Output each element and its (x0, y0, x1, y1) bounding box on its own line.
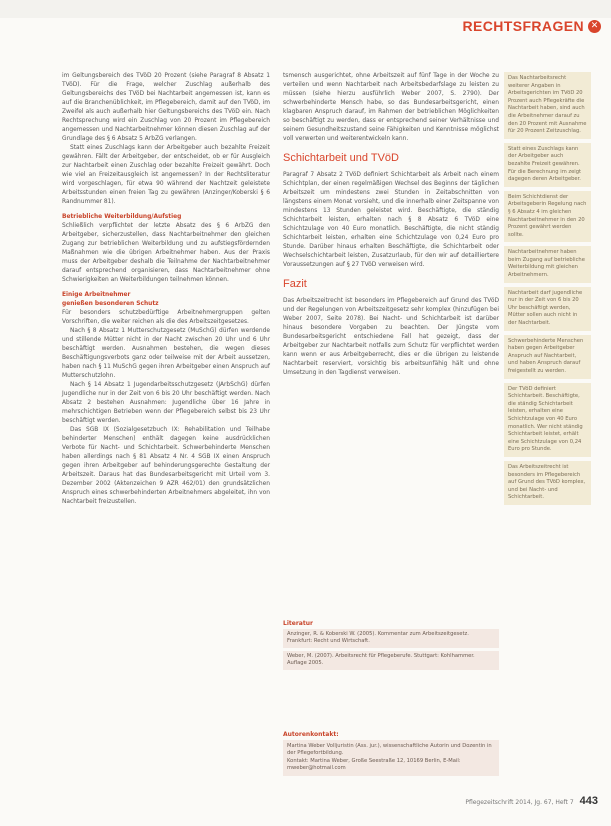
subheading: Einige Arbeitnehmer (62, 292, 131, 298)
column-middle (283, 72, 499, 378)
paragraph: Für besonders schutzbedürftige Arbeitnehmergruppen gelten Vorschriften, die weiter reichen als die des Arbeitszeitgesetzes. (62, 310, 270, 325)
section-heading: Fazit (283, 278, 307, 290)
summary-note: Beim Schichtdienst der Arbeitsgeberin Regelung nach § 6 Absatz 4 im gleichen Nachtarbeitnehmer in den 20 Prozent gewährt werden sollte. (504, 191, 591, 243)
paragraph: Das SGB IX (Sozialgesetzbuch IX: Rehabilitation und Teilhabe behinderter Menschen) enthält dagegen keine ausdrücklichen Verbote für Nacht- und Schichtarbeit. Schwerbehinderte Menschen haben allerdings nach § 81 Absatz 4 Nr. 4 SGB IX einen Anspruch gegen ihren Arbeitgeber auf behinderungsgerechte Gestaltung der Arbeitszeit. Daraus hat das Bundesarbeitsgericht mit Urteil vom 3. Dezember 2002 (Aktenzeichen 9 AZR 462/01) den grundsätzlichen Anspruch eines schwerbehinderten Arbeitnehmers abgeleitet, ihn von Nachtarbeit freizustellen. (62, 427, 270, 505)
section-heading: Schichtarbeit und TVöD (283, 152, 399, 164)
paragraph: Nach § 8 Absatz 1 Mutterschutzgesetz (MuSchG) dürfen werdende und stillende Mütter nicht in der Nacht zwischen 20 Uhr und 6 Uhr beschäftigt werden. Ausnahmen bestehen, die wegen dieses Beschäftigungsverbots ganz oder teilweise mit der Arbeit aussetzen, haben nach § 11 MuSchG gegen ihren Arbeitgeber einen Anspruch auf Mutterschutzlohn. (62, 328, 270, 379)
author-line: Kontakt: Martina Weber, Große Seestraße 12, 10169 Berlin, E-Mail: mweber@hotmail.com (287, 757, 461, 772)
paragraph: Schließlich verpflichtet der letzte Absatz des § 6 ArbZG den Arbeitgeber, sicherzustellen, dass Nachtarbeitnehmer den gleichen Zugang zur betrieblichen Weiterbildung und zu aufstiegsfördernden Maßnahmen wie die übrigen Arbeitnehmer haben. Aus der Praxis muss der Arbeitgeber deshalb die Teilnahme der Nachtarbeitnehmer darauf entsprechend organisieren, dass Nachtarbeitnehmer ohne Schwierigkeiten an Weiterbildungen teilnehmen können. (62, 223, 270, 283)
header-bar (0, 0, 611, 18)
column-left (62, 72, 270, 507)
page-footer (398, 795, 598, 807)
summary-note: Das Nachtarbeitsrecht weiterer Angaben in Arbeitsgerichten im TVöD 20 Prozent auch Pflegekräfte die Nachtarbeit haben, sind auch die Arbeitnehmer darauf zu den 20 Prozent mit Ausnahme für 20 Prozent Zeitzuschlag. (504, 72, 591, 139)
literature-item: Weber, M. (2007). Arbeitsrecht für Pflegeberufe. Stuttgart: Kohlhammer. Auflage 2005. (283, 651, 499, 670)
summary-note: Das Arbeitszeitrecht ist besonders im Pflegebereich auf Grund des TVöD komplex, und bei Nacht- und Schichtarbeit. (504, 461, 591, 505)
summary-note: Nachtarbeitnehmer haben beim Zugang auf betriebliche Weiterbildung mit gleichen Arbeitnehmern. (504, 246, 591, 282)
author-title: Autorenkontakt: (283, 731, 339, 738)
subheading: Betriebliche Weiterbildung/Aufstieg (62, 214, 182, 220)
paragraph: tsmensch ausgerichtet, ohne Arbeitszeit auf fünf Tage in der Woche zu verteilen und wenn Nachtarbeit nach Arbeitsbedarfslage zu leisten zu müssen (siehe hierzu ausführlich Weber 2007, S. 2790). Der schwerbehinderte Mensch habe, so das Bundesarbeitsgericht, einen klagbaren Anspruch darauf, im Rahmen der betrieblichen Möglichkeiten so beschäftigt zu werden, dass er entsprechend seiner Verhältnisse und seinem Gesundheitszustand seine Fähigkeiten und Kenntnisse möglichst voll verwerten und weiterentwickeln kann. (283, 73, 499, 142)
author-box (283, 729, 499, 776)
literature-title: Literatur (283, 620, 313, 627)
summary-note: Schwerbehinderte Menschen haben gegen Arbeitgeber Anspruch auf Nachtarbeit, und haben Anspruch darauf freigestellt zu werden. (504, 335, 591, 379)
author-line: Martina Weber Volljuristin (Ass. jur.), wissenschaftliche Autorin und Dozentin in der Pflegefortbildung. (287, 743, 492, 757)
section-title: RECHTSFRAGEN (462, 18, 584, 34)
section-tag (463, 18, 601, 34)
subheading: genießen besonderen Schutz (62, 301, 159, 307)
paragraph: Paragraf 7 Absatz 2 TVöD definiert Schichtarbeit als Arbeit nach einem Schichtplan, der einen regelmäßigen Wechsel des Beginns der täglichen Arbeitszeit um mindestens zwei Stunden in Zeitabschnitten von längstens einem Monat vorsieht, und die innerhalb einer Zeitspanne von mindestens 13 Stunden geleistet wird. Beschäftigte, die ständig Schichtarbeit leisten, erhalten nach § 8 Absatz 6 TVöD eine Schichtzulage von 40 Euro monatlich. Beschäftigte, die nicht ständig Schichtarbeit leisten, erhalten eine Schichtzulage von 0,24 Euro pro Stunde. Darüber hinaus erhalten Beschäftigte, die Schichtarbeit oder Wechselschichtarbeit leisten, Zusatzurlaub, für den wir auf detailliertere Voraussetzungen auf § 27 TVöD verweisen wird. (283, 172, 499, 268)
paragraph: im Geltungsbereich des TVöD 20 Prozent (siehe Paragraf 8 Absatz 1 TVöD). Für die Frage, welcher Zuschlag außerhalb des Geltungsbereichs des TVöD bei Nachtarbeit angemessen ist, kann es auf die Branchenüblichkeit, im Pflegebereich, damit auf den TVöD, im Zweifel als auch außerhalb hier Geltungsbereichs des TVöD ein. Nach Rechtsprechung wird ein Zuschlag von 20 Prozent im Pflegebereich angemessen und Nachtarbeitnehmer können diesen Zuschlag auf der Grundlage des § 6 Absatz 5 ArbZG verlangen. (62, 73, 270, 142)
author-body (283, 740, 499, 776)
literature-item: Anzinger, R. & Koberski W. (2005). Kommentar zum Arbeitszeitgesetz. Frankfurt: Recht und Wirtschaft. (283, 629, 499, 648)
page-number: 443 (579, 795, 598, 807)
summary-note: Der TVöD definiert Schichtarbeit. Beschäftigte, die ständig Schichtarbeit leisten, erhalten eine Schichtzulage von 40 Euro monatlich. Wer nicht ständig Schichtarbeit leistet, erhält eine Schichtzulage von 0,24 Euro pro Stunde. (504, 383, 591, 457)
paragraph: Das Arbeitszeitrecht ist besonders im Pflegebereich auf Grund des TVöD und der Regelungen von Arbeitszeitgesetz sehr komplex (hinzufügen bei Weber 2007, Seite 2078). Bei Nacht- und Schichtarbeit ist darüber hinaus besondere Vorgaben zu beachten. Der Jüngste vom Bundesarbeitsgericht entschiedene Fall hat gezeigt, dass der Arbeitgeber zur Nachtarbeit notfalls zum Schutz für verpflichtet werden kann wenn er aus Arbeitgeberrecht, dies er die übrigen zu leistende Nachtarbeit reserviert, vorsichtig bis arbeitsunfähig hält und ohne Umsetzung in den Tagdienst verweisen. (283, 298, 499, 376)
journal-info: Pflegezeitschrift 2014, Jg. 67, Heft 7 (465, 799, 574, 806)
summary-note: Nachtarbeit darf jugendliche nur in der Zeit von 6 bis 20 Uhr beschäftigt werden, Mütter sollen auch nicht in der Nachtarbeit. (504, 287, 591, 331)
sidebar-summary (504, 72, 591, 509)
paragraph: Statt eines Zuschlags kann der Arbeitgeber auch bezahlte Freizeit gewähren. Fällt der Arbeitgeber, der entscheidet, ob er für Ausgleich zur Nachtarbeit einen Zuschlag oder bezahlte Freizeit gewährt. Doch wie viel an Freizeitausgleich ist angemessen? In der Rechtsliteratur wird vorgeschlagen, für etwa 90 während der Nachtzeit geleistete Arbeitsstunden einen freien Tag zu gewähren (Anzinger/Koberski § 6 Randnummer 81). (62, 145, 270, 205)
summary-note: Statt eines Zuschlags kann der Arbeitgeber auch bezahlte Freizeit gewähren. Für die Berechnung im zeigt dagegen deren Arbeitgeber. (504, 143, 591, 187)
x-circle-icon: ✕ (588, 20, 601, 33)
paragraph: Nach § 14 Absatz 1 Jugendarbeitsschutzgesetz (JArbSchG) dürfen Jugendliche nur in der Zeit von 6 bis 20 Uhr beschäftigt werden. Nach Absatz 2 bestehen Ausnahmen: Jugendliche über 16 Jahre in mehrschichtigen Betrieben wenn der Pflegebereich selbst bis 23 Uhr beschäftigt werden. (62, 382, 270, 424)
literature-box (283, 618, 499, 673)
